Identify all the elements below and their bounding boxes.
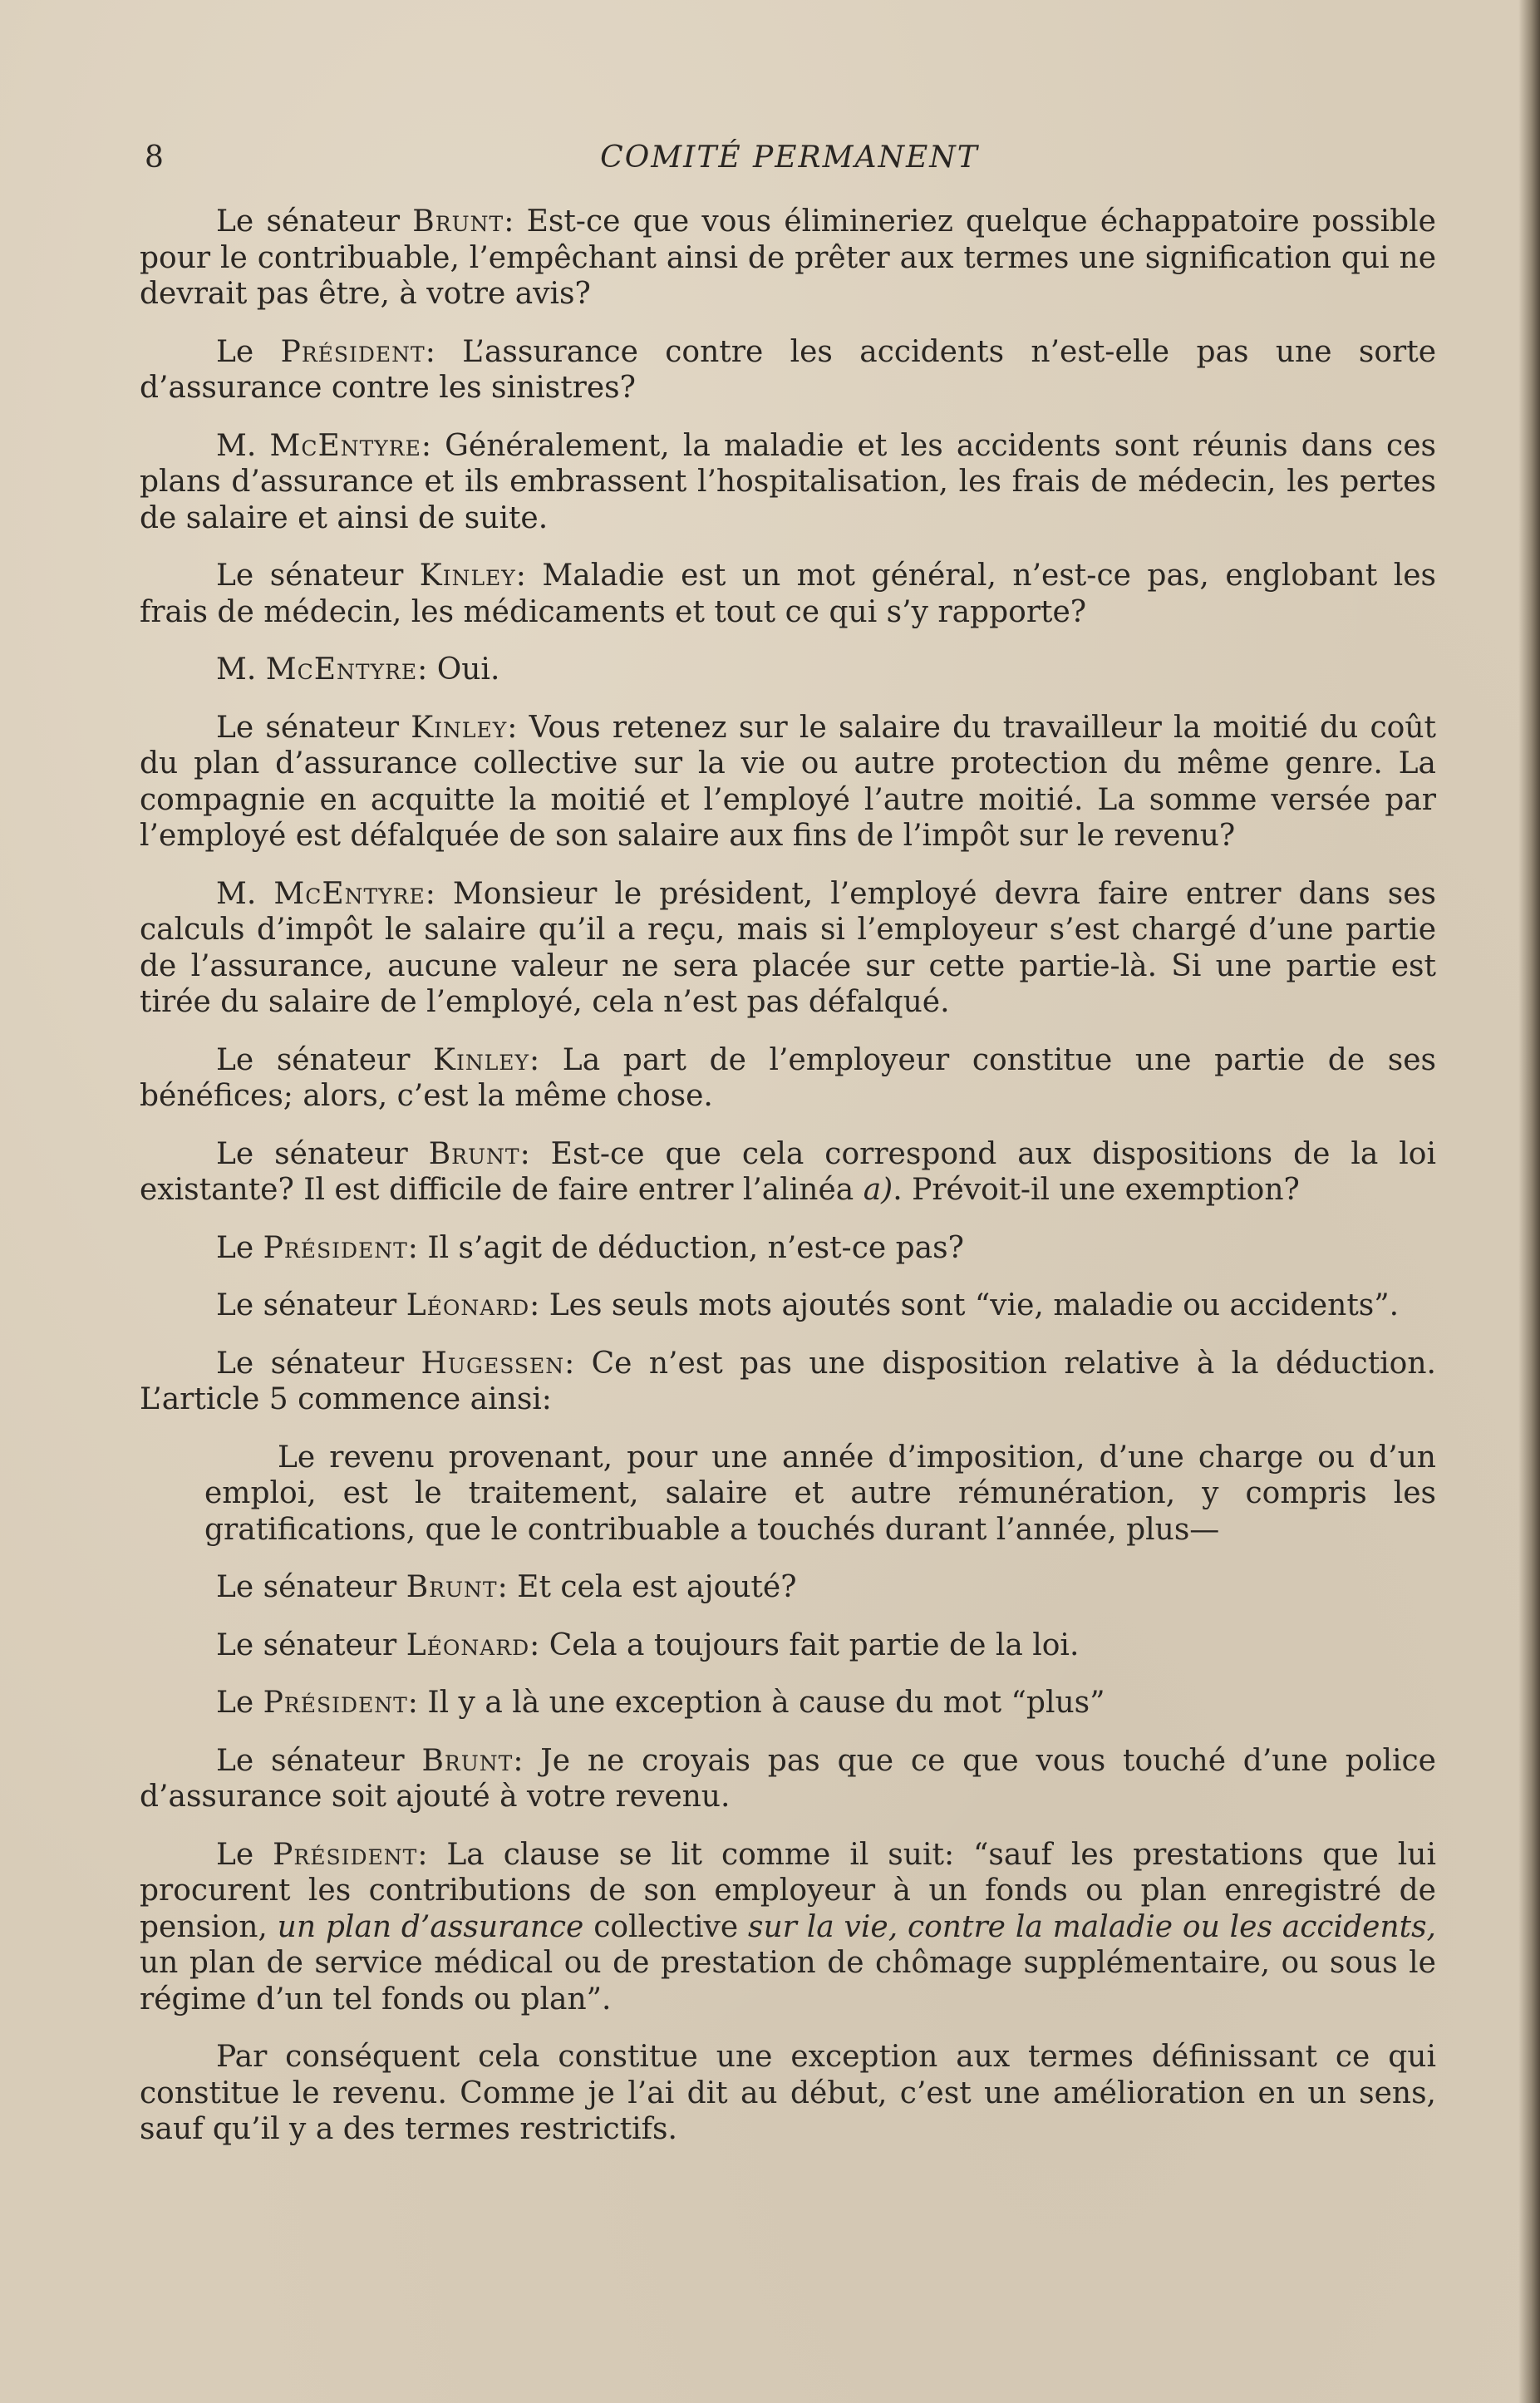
speaker-name: Hugessen — [421, 1346, 565, 1381]
speaker-name: Président — [263, 1686, 408, 1720]
speaker-name: Kinley — [411, 710, 508, 745]
speaker-prefix: Le sénateur — [216, 1288, 406, 1322]
paragraph — [140, 710, 1436, 854]
paragraph — [140, 558, 1436, 630]
paragraph — [140, 1346, 1436, 1418]
paragraph — [140, 1288, 1436, 1324]
block-quote: Le revenu provenant, pour une année d’imposition, d’une charge ou d’un emploi, est le traitement, salaire et autre rémunération, y compris les gratifications, que le contribuable a touchés durant l’année, plus— — [204, 1440, 1436, 1547]
speaker-prefix: Le — [216, 1686, 263, 1720]
speaker-name: Brunt — [406, 1570, 498, 1604]
speaker-name: Léonard — [406, 1627, 530, 1662]
speech-text: : Maladie est un mot général, n’est-ce pas, englobant les frais de médecin, les médicaments et tout ce qui s’y rapporte? — [140, 559, 1436, 629]
speaker-name: Kinley — [433, 1042, 530, 1077]
speech-text: un plan de service médical ou de prestation de chômage supplémentaire, ou sous le régime d’un tel fonds ou plan”. — [140, 1946, 1436, 2016]
speaker-name: Brunt — [421, 1743, 514, 1778]
speech-text: : Et cela est ajouté? — [497, 1570, 797, 1604]
speaker-prefix: Le sénateur — [216, 710, 411, 745]
speaker-prefix: M. — [216, 652, 266, 687]
speaker-prefix: Le sénateur — [216, 1042, 434, 1077]
speaker-name: Brunt — [428, 1136, 520, 1171]
paragraph — [140, 1627, 1436, 1664]
paragraph — [140, 876, 1436, 1021]
speaker-name: Président — [263, 1230, 408, 1265]
page-body — [140, 204, 1436, 2169]
speaker-prefix: Le — [216, 1837, 273, 1872]
speaker-name: McEntyre — [273, 876, 426, 911]
page-number: 8 — [145, 140, 164, 175]
speech-text: : Il y a là une exception à cause du mot “plus” — [407, 1686, 1105, 1720]
speaker-prefix: Le — [216, 1230, 263, 1265]
paragraph — [140, 428, 1436, 537]
speech-text: : Est-ce que vous élimineriez quelque échappatoire possible pour le contribuable, l’empêchant ainsi de prêter aux termes une signification qui ne devrait pas être, à votre avis? — [140, 204, 1436, 311]
paragraph — [140, 1743, 1436, 1815]
paragraph — [140, 204, 1436, 313]
speaker-prefix: Le sénateur — [216, 559, 420, 593]
paragraph — [140, 652, 1436, 688]
speech-text: : L’assurance contre les accidents n’est-elle pas une sorte d’assurance contre les sinistres? — [140, 334, 1437, 405]
speech-text: : La clause se lit comme il suit: “sauf les prestations que lui procurent les contributions de son employeur à un fonds ou plan enregistré de pension, — [140, 1837, 1437, 1944]
paragraph — [140, 1042, 1436, 1115]
speaker-name: Président — [280, 334, 426, 369]
speaker-name: McEntyre — [265, 652, 418, 687]
speaker-name: McEntyre — [269, 428, 421, 463]
paragraph — [140, 1136, 1436, 1209]
paragraph — [140, 334, 1436, 406]
speech-text: : Les seuls mots ajoutés sont “vie, maladie ou accidents”. — [529, 1288, 1400, 1322]
page-header — [141, 137, 1438, 187]
speaker-prefix: Le sénateur — [216, 1346, 421, 1381]
speaker-prefix: Le sénateur — [216, 1743, 422, 1778]
speaker-prefix: M. — [216, 428, 270, 463]
paragraph — [140, 1230, 1436, 1267]
speaker-name: Président — [273, 1837, 418, 1872]
speaker-prefix: M. — [216, 876, 274, 911]
speech-text-continued: . Prévoit-il une exemption? — [893, 1173, 1300, 1207]
speech-text: : Vous retenez sur le salaire du travailleur la moitié du coût du plan d’assurance collective sur la vie ou autre protection du même genre. La compagnie en acquitte la moitié et l’employé l’autre moitié. La somme versée par l’employé est défalquée de son salaire aux fins de l’impôt sur le revenu? — [140, 710, 1436, 853]
italic-reference: a) — [863, 1173, 893, 1207]
speech-text: : Oui. — [417, 652, 500, 687]
speaker-name: Kinley — [419, 559, 516, 593]
speaker-name: Léonard — [406, 1288, 530, 1322]
speech-text: : Il s’agit de déduction, n’est-ce pas? — [407, 1230, 964, 1265]
speaker-prefix: Le sénateur — [216, 1570, 406, 1604]
speech-text: : Généralement, la maladie et les accidents sont réunis dans ces plans d’assurance et ils embrassent l’hospitalisation, les frais de médecin, les pertes de salaire et ainsi de suite. — [140, 428, 1437, 535]
paragraph — [140, 1837, 1436, 2018]
speech-text: collective — [583, 1909, 748, 1944]
speech-text: : Monsieur le président, l’employé devra faire entrer dans ses calculs d’impôt le salaire qu’il a reçu, mais si l’employeur s’est chargé d’une partie de l’assurance, aucune valeur ne sera placée sur cette partie-là. Si une partie est tirée du salaire de l’employé, cela n’est pas défalqué. — [140, 876, 1436, 1019]
running-head: COMITÉ PERMANENT — [600, 140, 979, 175]
italic-phrase: sur la vie, contre la maladie ou les accidents, — [748, 1909, 1436, 1944]
paragraph — [140, 1685, 1436, 1721]
paragraph — [140, 1569, 1436, 1606]
page-edge-shadow — [1518, 0, 1540, 2403]
speech-text: : Est-ce que cela correspond aux dispositions de la loi existante? Il est difficile de faire entrer l’alinéa — [140, 1136, 1436, 1207]
speech-text: : Cela a toujours fait partie de la loi. — [529, 1627, 1080, 1662]
speech-text: : La part de l’employeur constitue une partie de ses bénéfices; alors, c’est la même chose. — [140, 1042, 1436, 1113]
closing-paragraph: Par conséquent cela constitue une exception aux termes définissant ce qui constitue le revenu. Comme je l’ai dit au début, c’est une amélioration en un sens, sauf qu’il y a des termes restrictifs. — [140, 2040, 1436, 2146]
speaker-prefix: Le sénateur — [216, 204, 413, 239]
speaker-name: Brunt — [412, 204, 504, 239]
speaker-prefix: Le sénateur — [216, 1627, 406, 1662]
italic-phrase: un plan d’assurance — [277, 1909, 584, 1944]
speech-text: : Ce n’est pas une disposition relative à la déduction. L’article 5 commence ainsi: — [140, 1346, 1436, 1416]
speaker-prefix: Le sénateur — [216, 1136, 429, 1171]
speaker-prefix: Le — [216, 334, 281, 369]
speech-text: : Je ne croyais pas que ce que vous touché d’une police d’assurance soit ajouté à votre revenu. — [140, 1743, 1436, 1814]
